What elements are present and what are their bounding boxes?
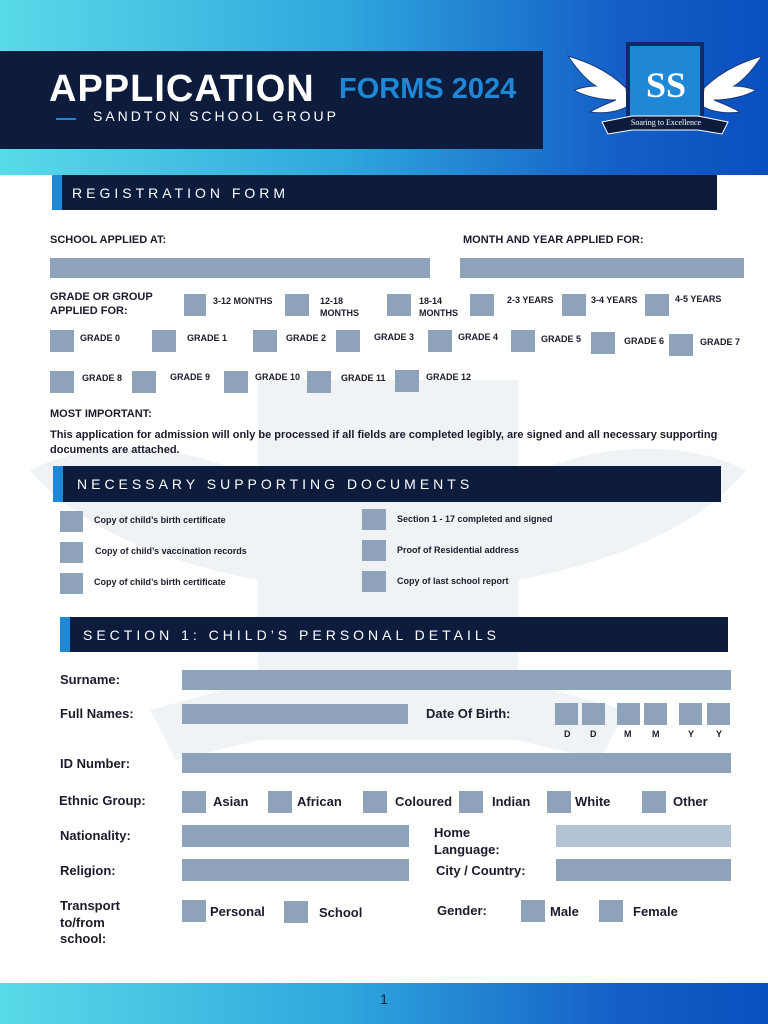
checkbox-grade-10[interactable] <box>224 371 248 393</box>
transport-label-1: Transport <box>60 898 120 913</box>
id-number-label: ID Number: <box>60 756 131 771</box>
documents-heading: NECESSARY SUPPORTING DOCUMENTS <box>63 466 721 502</box>
page-subtitle: FORMS 2024 <box>339 73 517 105</box>
surname-field[interactable] <box>182 670 731 690</box>
section1-heading: SECTION 1: CHILD’S PERSONAL DETAILS <box>70 617 728 652</box>
option-label: GRADE 1 <box>187 333 228 343</box>
checkbox-indian[interactable] <box>459 791 483 813</box>
option-label: White <box>575 794 611 809</box>
document-label: Copy of child’s birth certificate <box>94 515 226 525</box>
checkbox-3-4-years[interactable] <box>562 294 586 316</box>
home-language-label-2: Language: <box>434 842 500 857</box>
month-year-label: MONTH AND YEAR APPLIED FOR: <box>463 234 644 246</box>
city-country-field[interactable] <box>556 859 731 881</box>
logo-letters: SS <box>645 65 687 105</box>
transport-label-3: school: <box>60 931 107 946</box>
option-label: MONTHS <box>419 308 458 318</box>
option-label: School <box>319 905 363 920</box>
document-label: Copy of child’s birth certificate <box>94 577 226 587</box>
option-label: Other <box>673 794 708 809</box>
section-accent <box>60 617 70 652</box>
option-label: GRADE 4 <box>458 332 499 342</box>
title-divider <box>56 118 76 120</box>
dob-month-1[interactable] <box>617 703 640 725</box>
dob-day-2[interactable] <box>582 703 605 725</box>
religion-label: Religion: <box>60 863 116 878</box>
checkbox-grade-0[interactable] <box>50 330 74 352</box>
grade-group-label-2: APPLIED FOR: <box>50 305 128 317</box>
gender-label: Gender: <box>437 903 487 918</box>
checkbox-asian[interactable] <box>182 791 206 813</box>
dob-hint: Y <box>716 729 723 739</box>
grade-group-label-1: GRADE OR GROUP <box>50 291 153 303</box>
option-label: GRADE 3 <box>374 332 415 342</box>
option-label: GRADE 5 <box>541 334 582 344</box>
dob-year-2[interactable] <box>707 703 730 725</box>
checkbox-grade-9[interactable] <box>132 371 156 393</box>
dob-hint: Y <box>688 729 695 739</box>
checkbox-transport-personal[interactable] <box>182 900 206 922</box>
most-important-label: MOST IMPORTANT: <box>50 408 152 420</box>
section-accent <box>52 175 62 210</box>
dob-month-2[interactable] <box>644 703 667 725</box>
document-label: Copy of last school report <box>397 576 509 586</box>
checkbox-gender-female[interactable] <box>599 900 623 922</box>
nationality-field[interactable] <box>182 825 409 847</box>
checkbox-white[interactable] <box>547 791 571 813</box>
checkbox-school-report[interactable] <box>362 571 386 592</box>
dob-day-1[interactable] <box>555 703 578 725</box>
checkbox-grade-4[interactable] <box>428 330 452 352</box>
section-accent <box>53 466 63 502</box>
dob-hint: M <box>624 729 632 739</box>
transport-label-2: to/from <box>60 915 105 930</box>
checkbox-grade-3[interactable] <box>336 330 360 352</box>
checkbox-grade-8[interactable] <box>50 371 74 393</box>
dob-year-1[interactable] <box>679 703 702 725</box>
full-names-label: Full Names: <box>60 706 134 721</box>
nationality-label: Nationality: <box>60 828 131 843</box>
option-label: GRADE 8 <box>82 373 123 383</box>
option-label: Female <box>633 904 678 919</box>
checkbox-african[interactable] <box>268 791 292 813</box>
checkbox-3-12-months[interactable] <box>184 294 206 316</box>
option-label: GRADE 11 <box>341 373 386 383</box>
checkbox-coloured[interactable] <box>363 791 387 813</box>
checkbox-grade-6[interactable] <box>591 332 615 354</box>
dob-hint: D <box>590 729 597 739</box>
option-label: GRADE 10 <box>255 372 301 382</box>
page-title: APPLICATION <box>49 68 315 110</box>
full-names-field[interactable] <box>182 704 408 724</box>
document-label: Copy of child’s vaccination records <box>95 546 247 556</box>
dob-hint: D <box>564 729 571 739</box>
option-label: Personal <box>210 904 265 919</box>
home-language-field[interactable] <box>556 825 731 847</box>
checkbox-vaccination-records[interactable] <box>60 542 83 563</box>
option-label: Coloured <box>395 794 453 809</box>
most-important-text: This application for admission will only be processed if all fields are completed legibly, are signed and all necessary supporting documents are attached. <box>50 429 718 456</box>
checkbox-transport-school[interactable] <box>284 901 308 923</box>
option-label: MONTHS <box>320 308 359 318</box>
logo-motto: Soaring to Excellence <box>630 118 702 127</box>
checkbox-gender-male[interactable] <box>521 900 545 922</box>
option-label: GRADE 6 <box>624 336 665 346</box>
checkbox-birth-certificate[interactable] <box>60 511 83 532</box>
checkbox-grade-12[interactable] <box>395 370 419 392</box>
checkbox-4-5-years[interactable] <box>645 294 669 316</box>
checkbox-2-3-years[interactable] <box>470 294 494 316</box>
checkbox-grade-1[interactable] <box>152 330 176 352</box>
ethnic-group-label: Ethnic Group: <box>59 793 146 808</box>
dob-hint: M <box>652 729 660 739</box>
id-number-field[interactable] <box>182 753 731 773</box>
registration-heading: REGISTRATION FORM <box>62 175 717 210</box>
page-number: 1 <box>380 991 388 1007</box>
school-applied-label: SCHOOL APPLIED AT: <box>50 234 167 246</box>
option-label: 3-4 YEARS <box>591 295 638 305</box>
option-label: GRADE 2 <box>286 333 327 343</box>
option-label: GRADE 0 <box>80 333 121 343</box>
checkbox-proof-of-address[interactable] <box>362 540 386 561</box>
city-country-label: City / Country: <box>436 863 526 878</box>
checkbox-grade-7[interactable] <box>669 334 693 356</box>
dob-label: Date Of Birth: <box>426 706 511 721</box>
option-label: Indian <box>492 794 531 809</box>
school-logo <box>566 38 764 150</box>
checkbox-section-completed[interactable] <box>362 509 386 530</box>
option-label: 18-14 <box>419 296 443 306</box>
option-label: GRADE 7 <box>700 337 741 347</box>
checkbox-birth-certificate-2[interactable] <box>60 573 83 594</box>
option-label: GRADE 9 <box>170 372 211 382</box>
checkbox-other[interactable] <box>642 791 666 813</box>
month-year-field[interactable] <box>460 258 744 278</box>
option-label: 4-5 YEARS <box>675 294 722 304</box>
option-label: GRADE 12 <box>426 372 472 382</box>
document-label: Proof of Residential address <box>397 545 520 555</box>
checkbox-18-14-months[interactable] <box>387 294 411 316</box>
document-label: Section 1 - 17 completed and signed <box>397 514 553 524</box>
school-applied-field[interactable] <box>50 258 430 278</box>
option-label: Asian <box>213 794 249 809</box>
option-label: African <box>297 794 342 809</box>
checkbox-grade-5[interactable] <box>511 330 535 352</box>
option-label: 3-12 MONTHS <box>213 296 273 306</box>
checkbox-12-18-months[interactable] <box>285 294 309 316</box>
religion-field[interactable] <box>182 859 409 881</box>
option-label: Male <box>550 904 579 919</box>
checkbox-grade-2[interactable] <box>253 330 277 352</box>
school-group-name: SANDTON SCHOOL GROUP <box>93 108 339 124</box>
home-language-label-1: Home <box>434 825 471 840</box>
option-label: 12-18 <box>320 296 344 306</box>
checkbox-grade-11[interactable] <box>307 371 331 393</box>
surname-label: Surname: <box>60 672 120 687</box>
option-label: 2-3 YEARS <box>507 295 554 305</box>
